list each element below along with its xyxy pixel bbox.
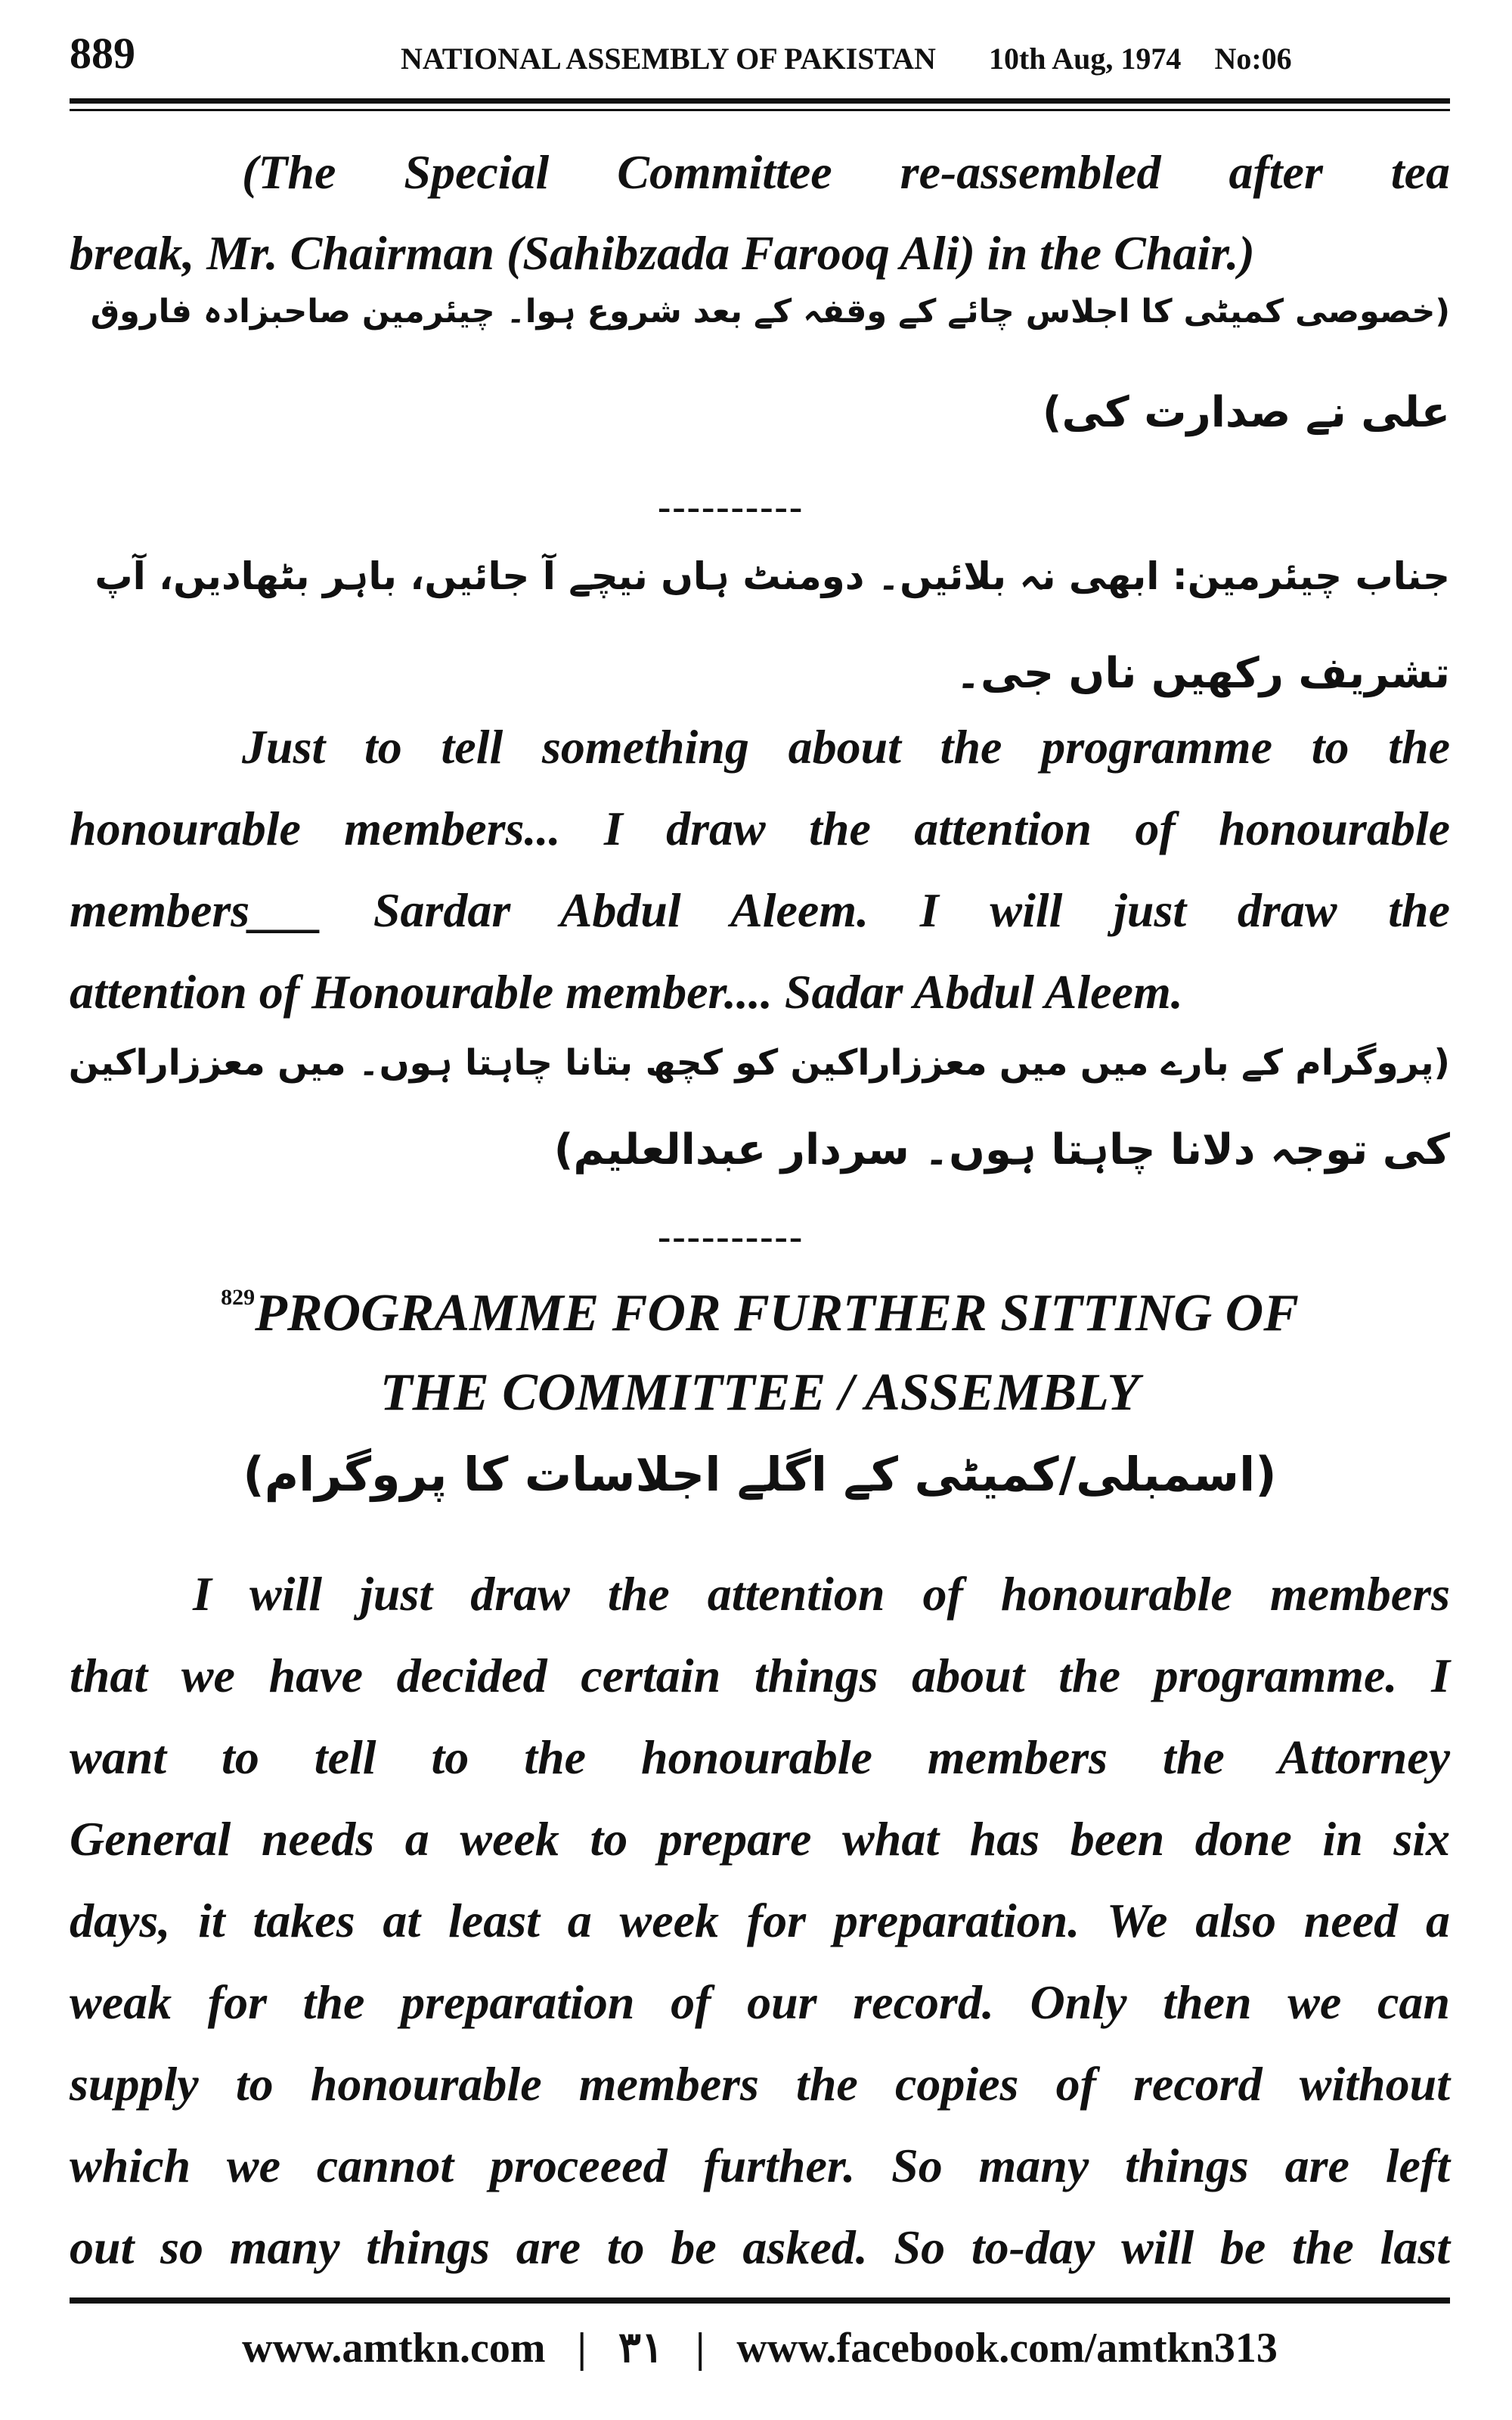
footer xyxy=(70,2323,1450,2374)
footer-page-urdu: ٣١ xyxy=(618,2325,664,2372)
paragraph-line: weak for the preparation of our record. Only then we can xyxy=(70,1975,1450,2029)
page-number: 889 xyxy=(70,29,135,78)
paragraph-line: days, it takes at least a week for preparation. We also need a xyxy=(70,1894,1450,1947)
heading-urdu: (اسمبلی/کمیٹی کے اگلے اجلاسات کا پروگرام) xyxy=(243,1447,1277,1502)
urdu-line: تشریف رکھیں ناں جی۔ xyxy=(956,649,1450,698)
paragraph-line: I will just draw the attention of honourable members xyxy=(193,1567,1450,1621)
footnote-ref: 829 xyxy=(221,1285,256,1310)
footer-separator: | xyxy=(577,2325,587,2372)
heading-line-2: THE COMMITTEE / ASSEMBLY xyxy=(380,1364,1140,1422)
header-rule-thin xyxy=(70,109,1450,111)
footer-site-link[interactable]: www.amtkn.com xyxy=(242,2325,546,2372)
urdu-line: (پروگرام کے بارے میں میں معززاراکین کو کچھ بتانا چاہتا ہوں۔ میں معززاراکین xyxy=(68,1042,1450,1084)
paragraph-line: members___ Sardar Abdul Aleem. I will just draw the xyxy=(70,883,1450,937)
urdu-line: جناب چیئرمین: ابھی نہ بلائیں۔ دومنٹ ہاں نیچے آ جائیں، باہر بٹھادیں، آپ xyxy=(94,554,1450,598)
header-rule-thick xyxy=(70,98,1450,104)
urdu-line: علی نے صدارت کی) xyxy=(1042,388,1450,437)
heading-line-1: PROGRAMME FOR FURTHER SITTING OF xyxy=(255,1284,1299,1342)
footer-separator: | xyxy=(695,2325,705,2372)
paragraph-line: General needs a week to prepare what has been done in six xyxy=(70,1812,1450,1866)
paragraph-line: attention of Honourable member.... Sadar Abdul Aleem. xyxy=(70,965,1183,1019)
paragraph-line: supply to honourable members the copies of record without xyxy=(70,2057,1450,2111)
header-issue: No:06 xyxy=(1214,42,1292,76)
running-header xyxy=(401,44,1292,74)
urdu-line: کی توجہ دلانا چاہتا ہوں۔ سردار عبدالعلیم) xyxy=(553,1125,1450,1174)
paragraph-line: break, Mr. Chairman (Sahibzada Farooq Ali) in the Chair.) xyxy=(70,226,1255,280)
paragraph-line: (The Special Committee re-assembled after tea xyxy=(242,145,1450,199)
paragraph-line: want to tell to the honourable members the Attorney xyxy=(70,1730,1450,1784)
footer-rule xyxy=(70,2297,1450,2304)
urdu-line: (خصوصی کمیٹی کا اجلاس چائے کے وقفہ کے بعد شروع ہوا۔ چیئرمین صاحبزادہ فاروق xyxy=(90,293,1450,330)
paragraph-line: Just to tell something about the programme to the xyxy=(242,720,1450,774)
header-date: 10th Aug, 1974 xyxy=(988,42,1182,76)
paragraph-line: honourable members... I draw the attention of honourable xyxy=(70,802,1450,855)
paragraph-line: out so many things are to be asked. So to-day will be the last xyxy=(70,2220,1450,2274)
separator: ---------- xyxy=(658,1215,804,1258)
paragraph-line: that we have decided certain things about the programme. I xyxy=(70,1649,1450,1702)
paragraph-line: which we cannot proceeed further. So many things are left xyxy=(70,2139,1450,2192)
footer-facebook-link[interactable]: www.facebook.com/amtkn313 xyxy=(736,2325,1278,2372)
running-title: NATIONAL ASSEMBLY OF PAKISTAN xyxy=(401,42,936,76)
separator: ---------- xyxy=(658,486,804,529)
section-heading xyxy=(70,1282,1450,1345)
